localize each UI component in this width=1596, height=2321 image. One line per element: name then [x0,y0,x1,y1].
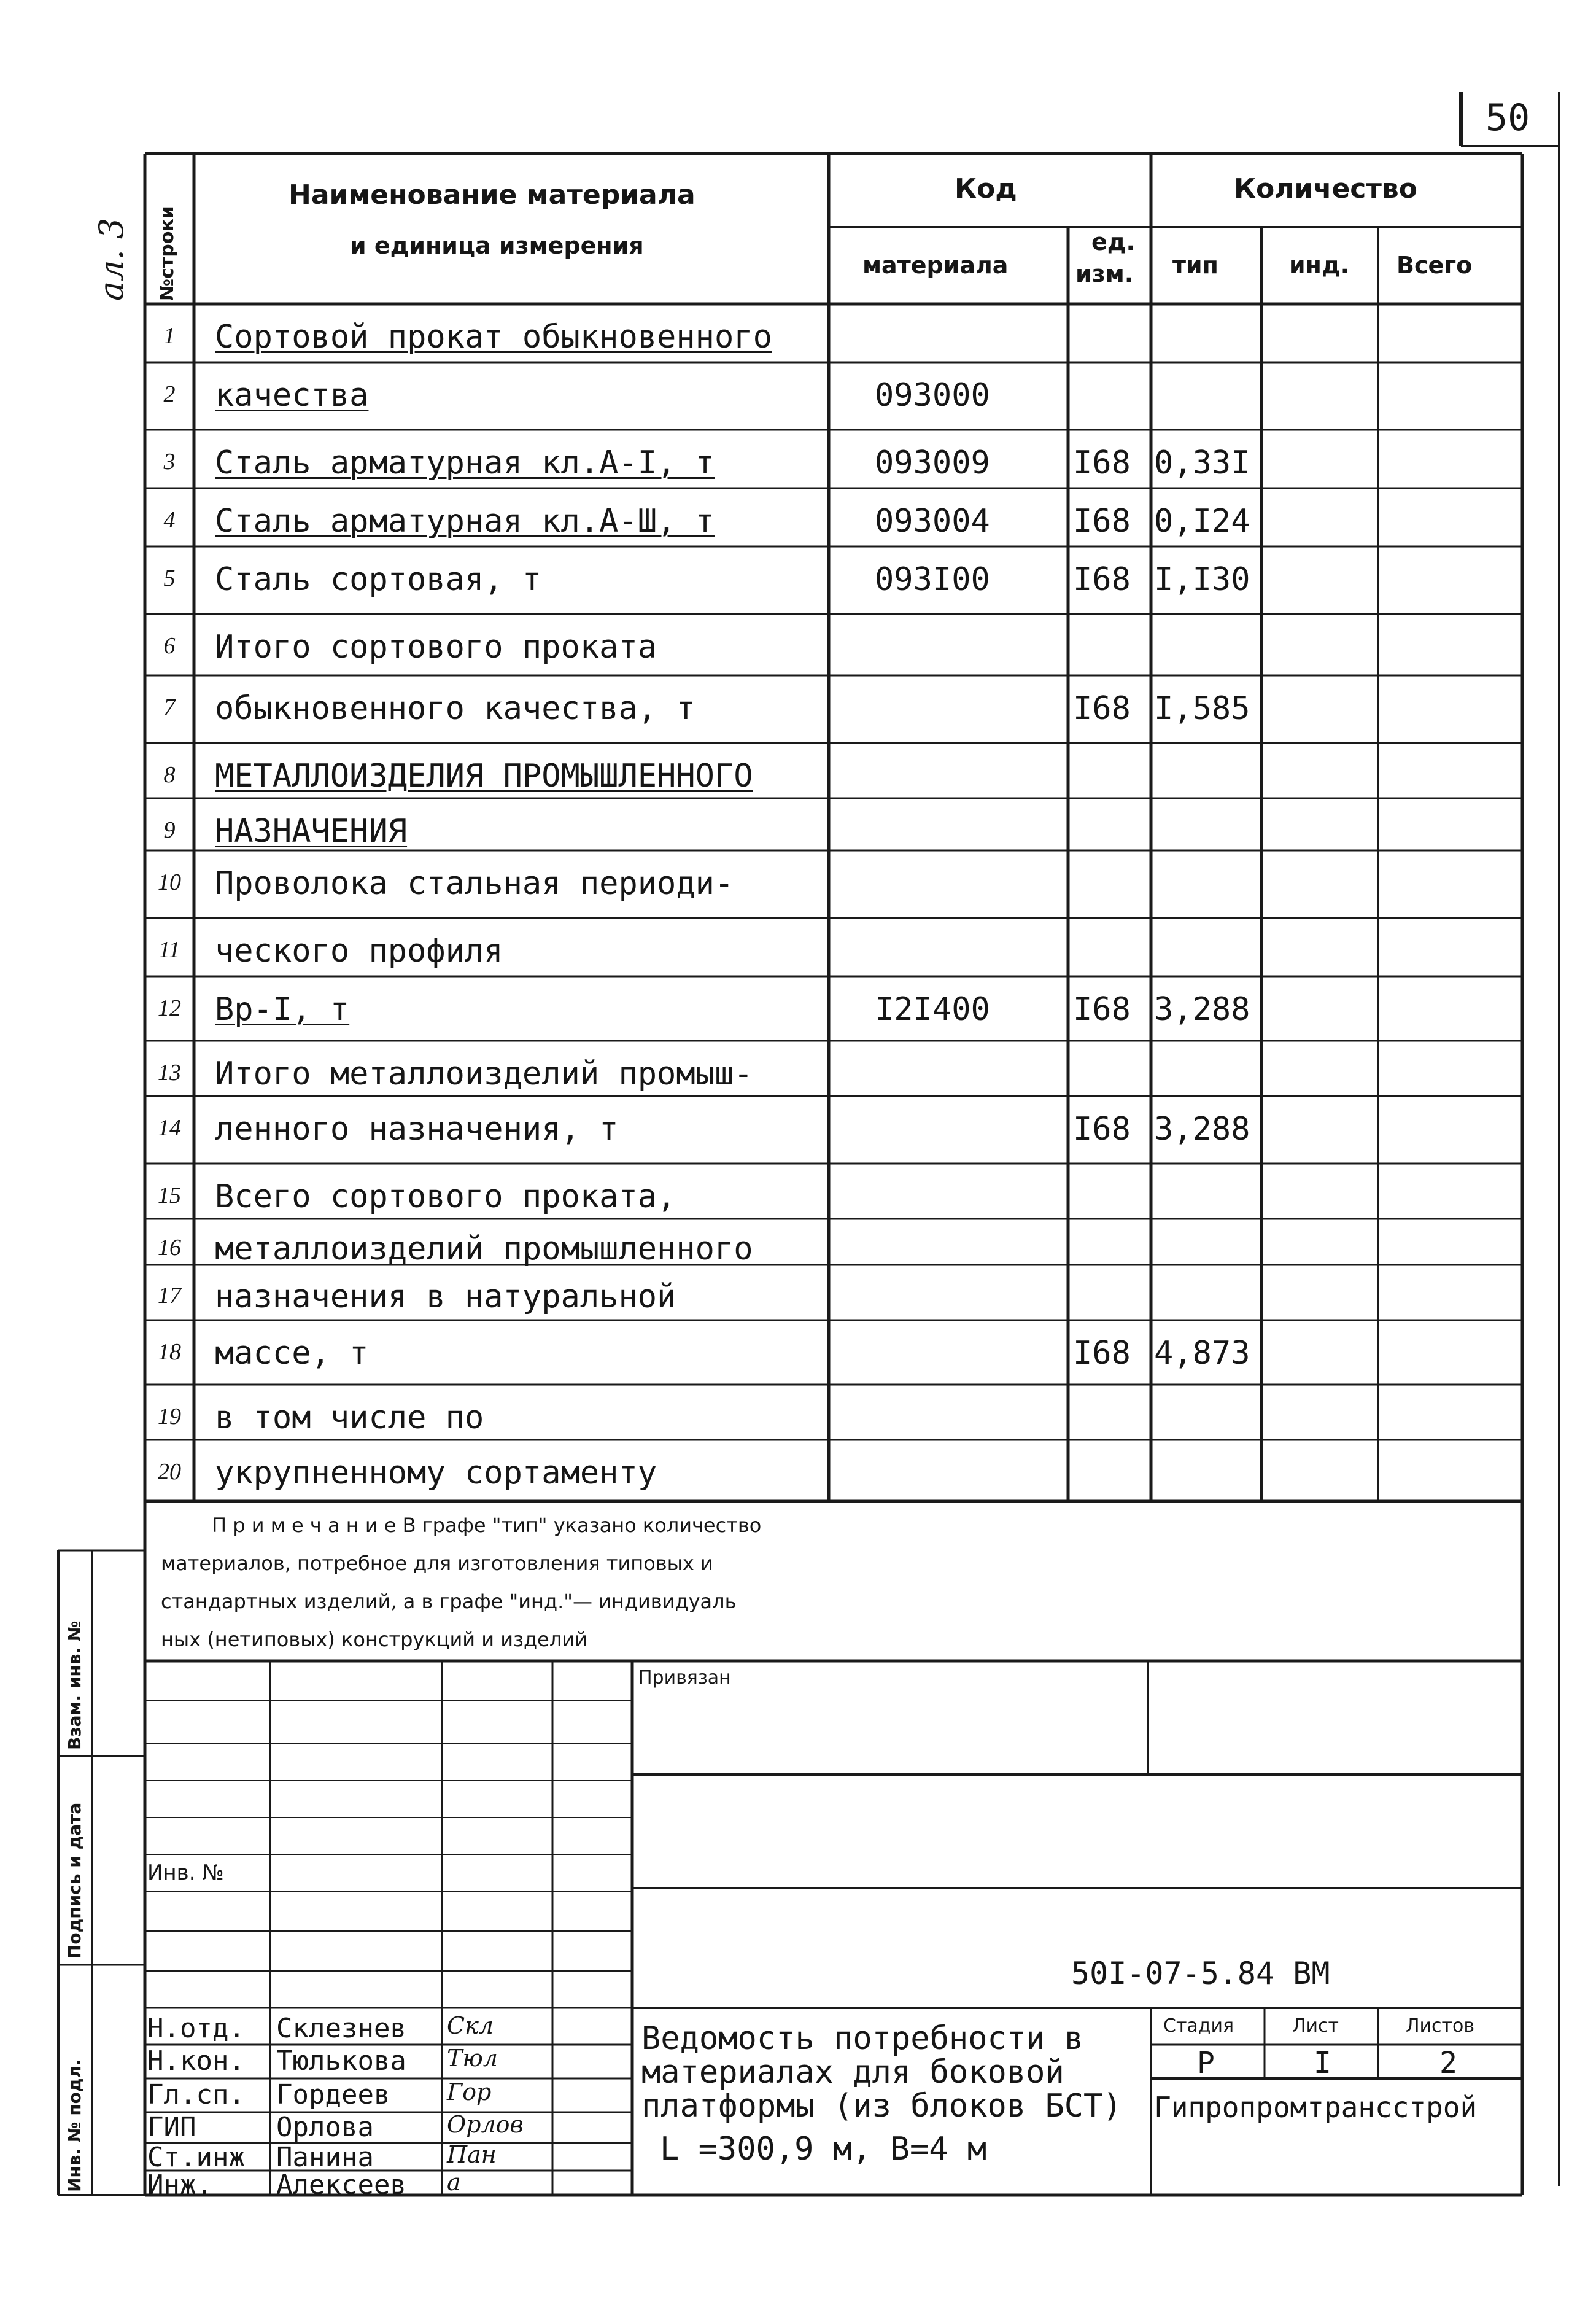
unit-code: I68 [1073,690,1131,727]
row-number: 4 [163,507,176,533]
header-name-line2: и единица измерения [350,232,644,259]
material-name: МЕТАЛЛОИЗДЕЛИЯ ПРОМЫШЛЕННОГО [215,758,753,795]
header-total: Всего [1396,252,1473,279]
sheet-label: Лист [1292,2015,1339,2037]
unit-code: I68 [1073,561,1131,598]
staff-name: Алексеев [276,2169,406,2201]
row-number: 10 [158,869,181,895]
row-number: 9 [163,817,176,843]
material-code: I2I400 [875,991,990,1028]
page-number: 50 [1486,96,1530,139]
row-number: 16 [158,1235,181,1261]
header-material: материала [862,252,1009,279]
material-name: укрупненному сортаменту [215,1455,657,1491]
staff-signature: Тюл [447,2045,498,2072]
material-code: 093000 [875,377,990,414]
privyazan-label: Привязан [638,1667,731,1689]
stage-label: Стадия [1163,2015,1234,2037]
quantity-type: I,I30 [1154,561,1250,598]
header-unit-line2: изм. [1075,260,1134,287]
material-name: Всего сортового проката, [215,1178,676,1215]
row-number: 3 [163,449,176,475]
staff-name: Тюлькова [276,2045,406,2077]
header-ind: инд. [1289,252,1350,279]
material-name: Сортовой прокат обыкновенного [215,319,772,356]
header-code: Код [955,173,1017,204]
material-name: Сталь арматурная кл.А-Ш, т [215,503,715,540]
material-name: ленного назначения, т [215,1111,619,1148]
row-number: 18 [158,1339,181,1365]
quantity-type: 0,I24 [1154,503,1250,540]
side-label-inv-no-orig: Инв. № подл. [64,2059,85,2192]
row-number: 1 [163,323,176,349]
unit-code: I68 [1073,1335,1131,1372]
material-name: НАЗНАЧЕНИЯ [215,813,408,850]
material-code: 093009 [875,445,990,481]
material-name: металлоизделий промышленного [215,1230,753,1267]
staff-name: Гордеев [276,2079,390,2110]
staff-signature: Гор [447,2078,492,2105]
row-number: 11 [158,937,180,963]
quantity-type: 4,873 [1154,1335,1250,1372]
material-name: качества [215,377,369,414]
sheets-label: Листов [1406,2015,1475,2037]
staff-name: Панина [276,2142,374,2173]
sheets-value: 2 [1439,2046,1457,2080]
row-number: 20 [158,1459,181,1485]
header-row-no: №строки [157,206,178,301]
staff-signature: а [447,2169,461,2196]
material-name: массе, т [215,1335,369,1372]
note-line-3: стандартных изделий, а в графе "инд."— индивидуаль [161,1590,737,1613]
quantity-type: I,585 [1154,690,1250,727]
header-unit-line1: ед. [1091,228,1135,255]
material-name: Сталь сортовая, т [215,561,542,598]
sheet-value: I [1314,2046,1331,2080]
material-name: ческого профиля [215,933,503,970]
staff-signature: Скл [447,2012,494,2039]
material-name: Сталь арматурная кл.А-I, т [215,445,715,481]
unit-code: I68 [1073,991,1131,1028]
material-name: Вр-I, т [215,991,350,1028]
material-name: назначения в натуральной [215,1278,676,1315]
title-line-2: материалах для боковой [641,2054,1064,2091]
side-label-sign-date: Подпись и дата [64,1802,85,1959]
material-name: Итого металлоизделий промыш- [215,1056,753,1092]
note-line-2: материалов, потребное для изготовления типовых и [161,1552,713,1575]
staff-role: Ст.инж [147,2142,245,2173]
row-number: 14 [158,1115,181,1141]
row-number: 19 [158,1404,181,1429]
staff-name: Склезнев [276,2013,406,2044]
note-line-1: П р и м е ч а н и е В графе "тип" указано количество [212,1514,762,1537]
inv-no-label: Инв. № [147,1860,224,1885]
row-number: 5 [163,566,176,591]
staff-signature: Пан [447,2141,497,2168]
staff-role: ГИП [147,2112,196,2143]
staff-role: Н.отд. [147,2013,245,2044]
row-number: 13 [158,1060,181,1086]
quantity-type: 3,288 [1154,991,1250,1028]
quantity-type: 0,33I [1154,445,1250,481]
material-name: в том числе по [215,1399,484,1436]
row-number: 17 [158,1283,181,1308]
row-number: 8 [163,762,176,788]
margin-mark: ал. 3 [92,217,131,301]
staff-role: Инж. [147,2169,212,2201]
unit-code: I68 [1073,1111,1131,1148]
stage-value: Р [1197,2046,1215,2080]
material-code: 093I00 [875,561,990,598]
title-line-1: Ведомость потребности в [641,2020,1084,2057]
title-line-3: платформы (из блоков БСТ) [641,2088,1122,2125]
header-name-line1: Наименование материала [289,179,695,211]
staff-name: Орлова [276,2112,374,2143]
material-name: Проволока стальная периоди- [215,865,734,902]
row-number: 12 [158,995,181,1021]
row-number: 6 [163,633,176,659]
unit-code: I68 [1073,503,1131,540]
staff-signature: Орлов [447,2111,524,2138]
quantity-type: 3,288 [1154,1111,1250,1148]
row-number: 2 [163,381,176,407]
side-label-replace-inv: Взам. инв. № [64,1620,85,1750]
organization: Гипропромтрансстрой [1154,2091,1478,2124]
document-code: 50I-07-5.84 ВМ [1071,1956,1330,1991]
material-name: Итого сортового проката [215,629,657,666]
staff-role: Гл.сп. [147,2079,245,2110]
staff-role: Н.кон. [147,2045,245,2077]
title-line-4: L =300,9 м, В=4 м [660,2131,987,2167]
unit-code: I68 [1073,445,1131,481]
note-line-4: ных (нетиповых) конструкций и изделий [161,1628,587,1651]
header-quantity: Количество [1234,173,1417,204]
material-code: 093004 [875,503,990,540]
material-name: обыкновенного качества, т [215,690,695,727]
row-number: 15 [158,1183,181,1208]
row-number: 7 [163,694,176,720]
header-type: тип [1172,252,1218,279]
